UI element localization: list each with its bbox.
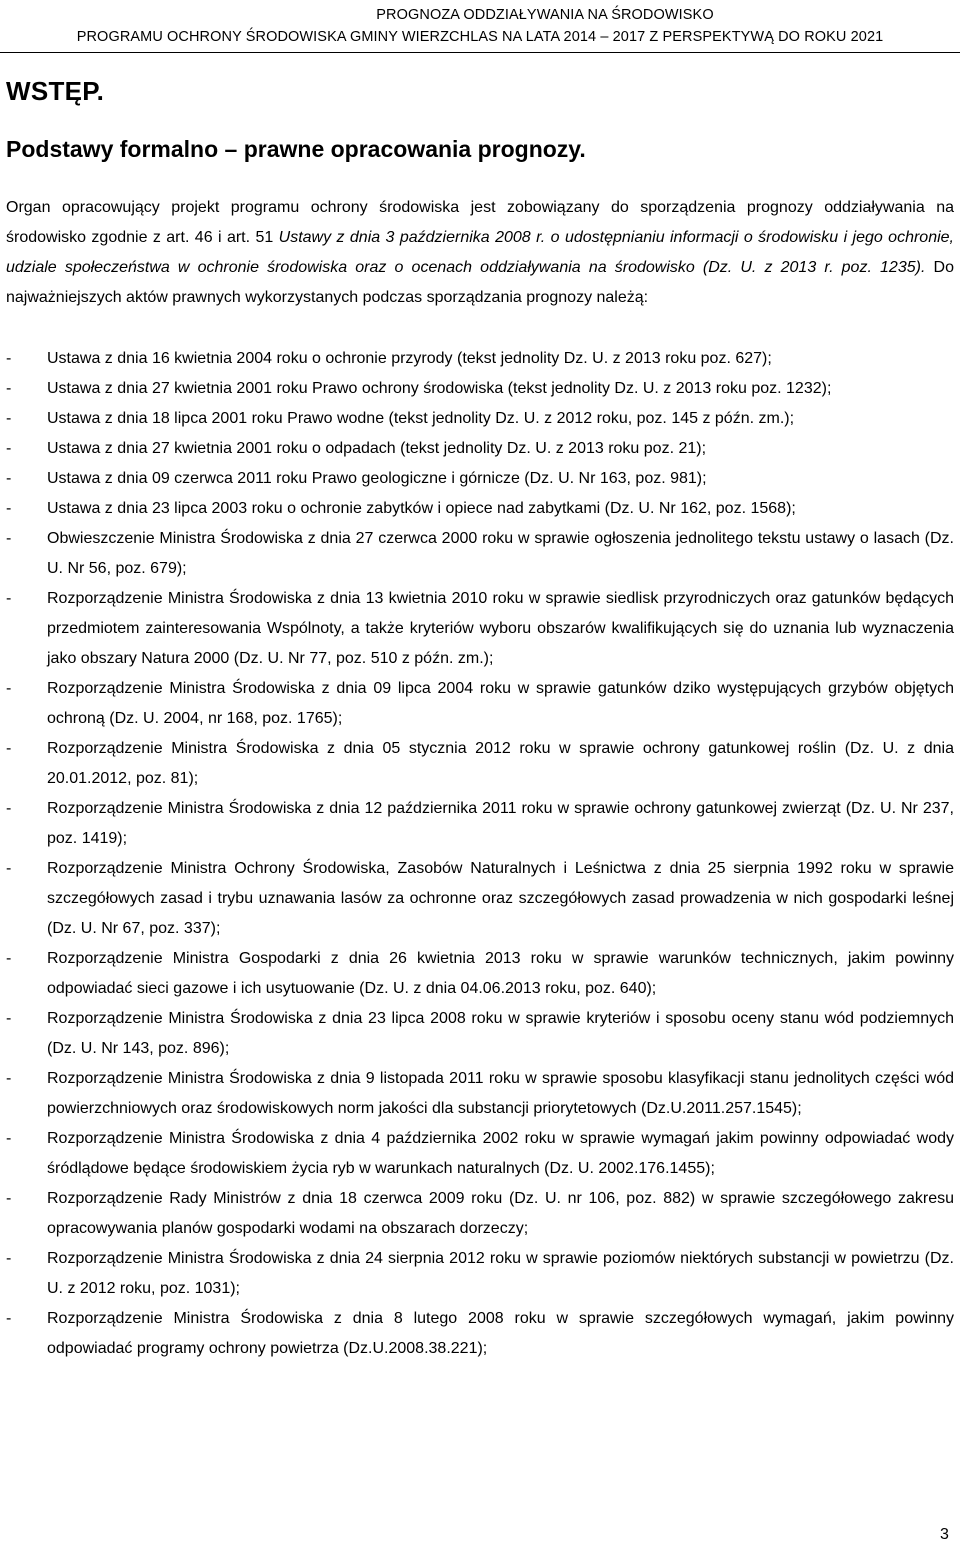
list-item: - Rozporządzenie Ministra Środowiska z dnia 24 sierpnia 2012 roku w sprawie poziomów niektórych substancji w powietrzu (Dz. U. z 2012 roku, poz. 1031);	[6, 1244, 954, 1304]
intro-paragraph	[6, 193, 954, 313]
list-item: - Rozporządzenie Ministra Środowiska z dnia 8 lutego 2008 roku w sprawie szczegółowych wymagań, jakim powinny odpowiadać programy ochrony powietrza (Dz.U.2008.38.221);	[6, 1304, 954, 1364]
page-header	[0, 4, 960, 48]
legal-acts-list	[6, 344, 954, 1364]
list-item: - Rozporządzenie Ministra Środowiska z dnia 05 stycznia 2012 roku w sprawie ochrony gatunkowej roślin (Dz. U. z dnia 20.01.2012, poz. 81);	[6, 734, 954, 794]
list-item: - Rozporządzenie Ministra Środowiska z dnia 12 października 2011 roku w sprawie ochrony gatunkowej zwierząt (Dz. U. Nr 237, poz. 1419);	[6, 794, 954, 854]
list-item: - Ustawa z dnia 27 kwietnia 2001 roku o odpadach (tekst jednolity Dz. U. z 2013 roku poz. 21);	[6, 434, 954, 464]
list-item: - Ustawa z dnia 18 lipca 2001 roku Prawo wodne (tekst jednolity Dz. U. z 2012 roku, poz. 145 z późn. zm.);	[6, 404, 954, 434]
list-item: - Ustawa z dnia 16 kwietnia 2004 roku o ochronie przyrody (tekst jednolity Dz. U. z 2013 roku poz. 627);	[6, 344, 954, 374]
intro-text-part-2: Do najważniejszych aktów prawnych wykorzystanych podczas sporządzania prognozy należą:	[6, 259, 954, 306]
list-item: - Rozporządzenie Ministra Środowiska z dnia 13 kwietnia 2010 roku w sprawie siedlisk przyrodniczych oraz gatunków będących przedmiotem zainteresowania Wspólnoty, a także kryteriów wyboru obszarów kwalifikujących się do uznania lub wyznaczenia jako obszary Natura 2000 (Dz. U. Nr 77, poz. 510 z późn. zm.);	[6, 584, 954, 674]
page-number: 3	[940, 1526, 949, 1543]
list-item: - Rozporządzenie Ministra Środowiska z dnia 09 lipca 2004 roku w sprawie gatunków dziko występujących grzybów objętych ochroną (Dz. U. 2004, nr 168, poz. 1765);	[6, 674, 954, 734]
list-item: - Rozporządzenie Ministra Gospodarki z dnia 26 kwietnia 2013 roku w sprawie warunków technicznych, jakim powinny odpowiadać sieci gazowe i ich usytuowanie (Dz. U. z dnia 04.06.2013 roku, poz. 640);	[6, 944, 954, 1004]
header-divider	[0, 52, 960, 53]
list-item: - Ustawa z dnia 23 lipca 2003 roku o ochronie zabytków i opiece nad zabytkami (Dz. U. Nr 162, poz. 1568);	[6, 494, 954, 524]
list-item: - Rozporządzenie Ministra Środowiska z dnia 23 lipca 2008 roku w sprawie kryteriów i sposobu oceny stanu wód podziemnych (Dz. U. Nr 143, poz. 896);	[6, 1004, 954, 1064]
intro-act-citation: Ustawy z dnia 3 października 2008 r. o udostępnianiu informacji o środowisku i jego ochronie, udziale społeczeństwa w ochronie środowiska oraz o ocenach oddziaływania na środowisko (Dz. U. z 2013 r. poz. 1235).	[6, 229, 954, 276]
list-item: - Rozporządzenie Ministra Środowiska z dnia 4 października 2002 roku w sprawie wymagań jakim powinny odpowiadać wody śródlądowe będące środowiskiem życia ryb w warunkach naturalnych (Dz. U. 2002.176.1455);	[6, 1124, 954, 1184]
list-item: - Rozporządzenie Rady Ministrów z dnia 18 czerwca 2009 roku (Dz. U. nr 106, poz. 882) w sprawie szczegółowego zakresu opracowywania planów gospodarki wodami na obszarach dorzeczy;	[6, 1184, 954, 1244]
list-item: - Ustawa z dnia 27 kwietnia 2001 roku Prawo ochrony środowiska (tekst jednolity Dz. U. z 2013 roku poz. 1232);	[6, 374, 954, 404]
header-line-1: PROGNOZA ODDZIAŁYWANIA NA ŚRODOWISKO	[376, 7, 714, 23]
list-item: - Obwieszczenie Ministra Środowiska z dnia 27 czerwca 2000 roku w sprawie ogłoszenia jednolitego tekstu ustawy o lasach (Dz. U. Nr 56, poz. 679);	[6, 524, 954, 584]
header-line-2: PROGRAMU OCHRONY ŚRODOWISKA GMINY WIERZCHLAS NA LATA 2014 – 2017 Z PERSPEKTYWĄ DO ROKU 2021	[76, 29, 884, 45]
subsection-title: Podstawy formalno – prawne opracowania prognozy.	[6, 136, 586, 162]
list-item: - Ustawa z dnia 09 czerwca 2011 roku Prawo geologiczne i górnicze (Dz. U. Nr 163, poz. 981);	[6, 464, 954, 494]
section-title: WSTĘP.	[6, 76, 105, 106]
list-item: - Rozporządzenie Ministra Ochrony Środowiska, Zasobów Naturalnych i Leśnictwa z dnia 25 sierpnia 1992 roku w sprawie szczegółowych zasad i trybu uznawania lasów za ochronne oraz szczegółowych zasad prowadzenia w nich gospodarki leśnej (Dz. U. Nr 67, poz. 337);	[6, 854, 954, 944]
list-item: - Rozporządzenie Ministra Środowiska z dnia 9 listopada 2011 roku w sprawie sposobu klasyfikacji stanu jednolitych części wód powierzchniowych oraz środowiskowych norm jakości dla substancji priorytetowych (Dz.U.2011.257.1545);	[6, 1064, 954, 1124]
intro-text-part-1: Organ opracowujący projekt programu ochrony środowiska jest zobowiązany do sporządzenia prognozy oddziaływania na środowisko zgodnie z art. 46 i art. 51	[6, 199, 954, 246]
